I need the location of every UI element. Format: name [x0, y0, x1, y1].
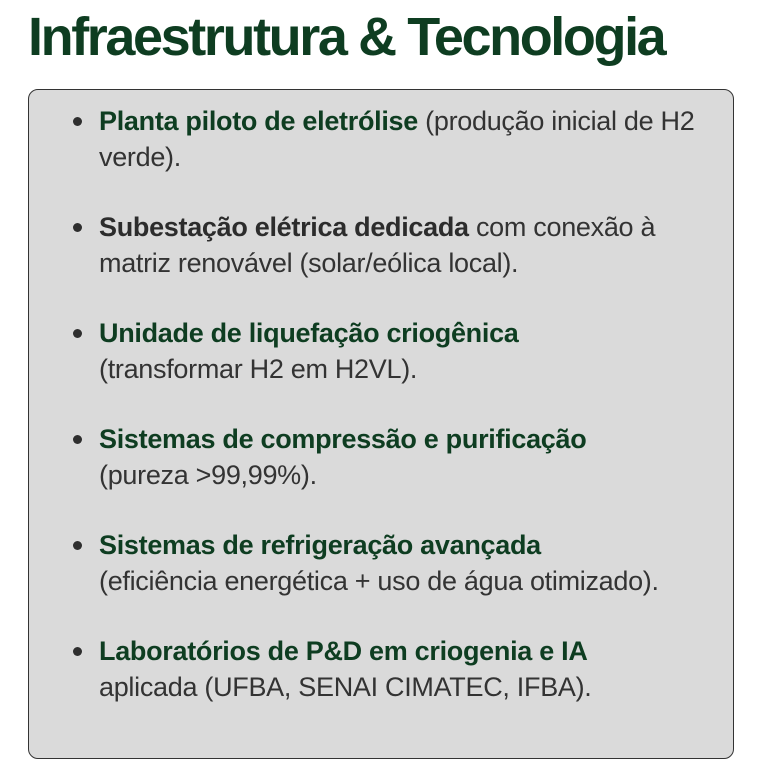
- bullet-icon: [73, 329, 82, 338]
- bullet-icon: [73, 435, 82, 444]
- list-item-laboratorios: [29, 633, 733, 705]
- item-highlight: Laboratórios de P&D em criogenia e IA: [99, 636, 588, 666]
- list-item-compressao: [29, 421, 733, 493]
- list-item-subestacao: [29, 209, 733, 281]
- list-item-eletrolise: [29, 103, 733, 175]
- item-highlight: Sistemas de refrigeração avançada: [99, 530, 541, 560]
- list-item-refrigeracao: [29, 527, 733, 599]
- page-title: Infraestrutura & Tecnologia: [28, 7, 665, 67]
- item-description: (eficiência energética + uso de água otimizado).: [99, 566, 659, 596]
- item-highlight: Sistemas de compressão e purificação: [99, 424, 587, 454]
- item-highlight: Planta piloto de eletrólise: [99, 106, 418, 136]
- item-description: (pureza >99,99%).: [99, 460, 317, 490]
- bullet-icon: [73, 541, 82, 550]
- bullet-icon: [73, 647, 82, 656]
- item-description: (produção inicial de H2 verde).: [99, 106, 695, 172]
- infrastructure-card: [28, 89, 734, 759]
- item-highlight: Unidade de liquefação criogênica: [99, 318, 519, 348]
- bullet-icon: [73, 223, 82, 232]
- item-description: com conexão à matriz renovável (solar/eólica local).: [99, 212, 656, 278]
- bullet-icon: [73, 117, 82, 126]
- item-description: (transformar H2 em H2VL).: [99, 354, 418, 384]
- item-description: aplicada (UFBA, SENAI CIMATEC, IFBA).: [99, 672, 592, 702]
- list-item-liquefacao: [29, 315, 733, 387]
- item-highlight: Subestação elétrica dedicada: [99, 212, 469, 242]
- infrastructure-list: [29, 103, 733, 739]
